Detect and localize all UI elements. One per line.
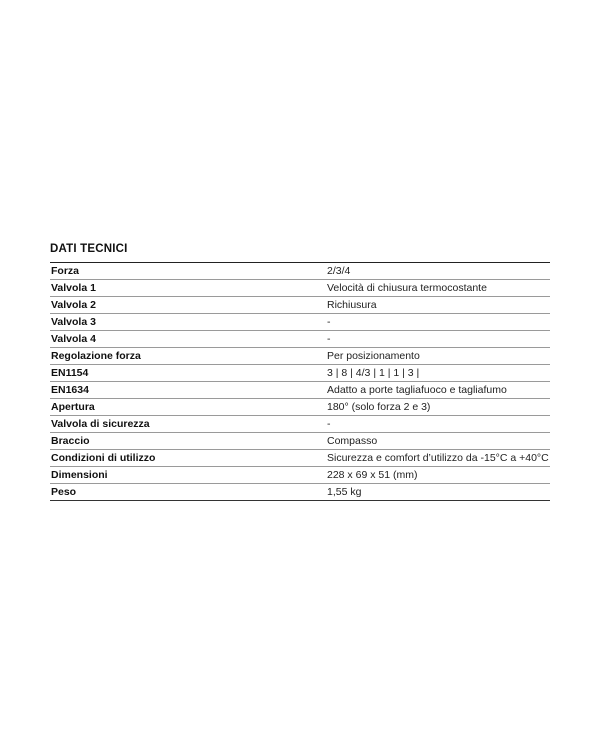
- spec-row-valvola-3: [50, 314, 550, 331]
- spec-value: Sicurezza e comfort d’utilizzo da -15°C a +40°C: [326, 450, 550, 467]
- spec-label: Valvola 3: [50, 314, 326, 331]
- spec-value: Richiusura: [326, 297, 550, 314]
- spec-label: Apertura: [50, 399, 326, 416]
- spec-row-en1154: [50, 365, 550, 382]
- spec-value: 2/3/4: [326, 263, 550, 280]
- spec-row-valvola-4: [50, 331, 550, 348]
- spec-label: EN1154: [50, 365, 326, 382]
- spec-row-condizioni-di-utilizzo: [50, 450, 550, 467]
- spec-value: -: [326, 416, 550, 433]
- spec-row-valvola-1: [50, 280, 550, 297]
- section-title: DATI TECNICI: [50, 243, 128, 255]
- spec-value: -: [326, 314, 550, 331]
- spec-row-apertura: [50, 399, 550, 416]
- spec-table: [50, 262, 550, 501]
- spec-label: Braccio: [50, 433, 326, 450]
- spec-label: EN1634: [50, 382, 326, 399]
- spec-label: Peso: [50, 484, 326, 501]
- spec-label: Condizioni di utilizzo: [50, 450, 326, 467]
- spec-value: Velocità di chiusura termocostante: [326, 280, 550, 297]
- spec-value: 180° (solo forza 2 e 3): [326, 399, 550, 416]
- spec-label: Valvola 4: [50, 331, 326, 348]
- spec-row-braccio: [50, 433, 550, 450]
- spec-row-dimensioni: [50, 467, 550, 484]
- spec-row-regolazione-forza: [50, 348, 550, 365]
- spec-label: Valvola 1: [50, 280, 326, 297]
- spec-value: 228 x 69 x 51 (mm): [326, 467, 550, 484]
- technical-data-section: [50, 241, 550, 501]
- spec-label: Regolazione forza: [50, 348, 326, 365]
- spec-label: Forza: [50, 263, 326, 280]
- spec-value: 1,55 kg: [326, 484, 550, 501]
- spec-label: Dimensioni: [50, 467, 326, 484]
- spec-value: Per posizionamento: [326, 348, 550, 365]
- spec-row-valvola-2: [50, 297, 550, 314]
- spec-row-forza: [50, 263, 550, 280]
- spec-row-en1634: [50, 382, 550, 399]
- spec-label: Valvola 2: [50, 297, 326, 314]
- spec-value: Compasso: [326, 433, 550, 450]
- spec-value: 3 | 8 | 4/3 | 1 | 1 | 3 |: [326, 365, 550, 382]
- spec-row-valvola-di-sicurezza: [50, 416, 550, 433]
- spec-value: Adatto a porte tagliafuoco e tagliafumo: [326, 382, 550, 399]
- spec-value: -: [326, 331, 550, 348]
- spec-label: Valvola di sicurezza: [50, 416, 326, 433]
- spec-row-peso: [50, 484, 550, 501]
